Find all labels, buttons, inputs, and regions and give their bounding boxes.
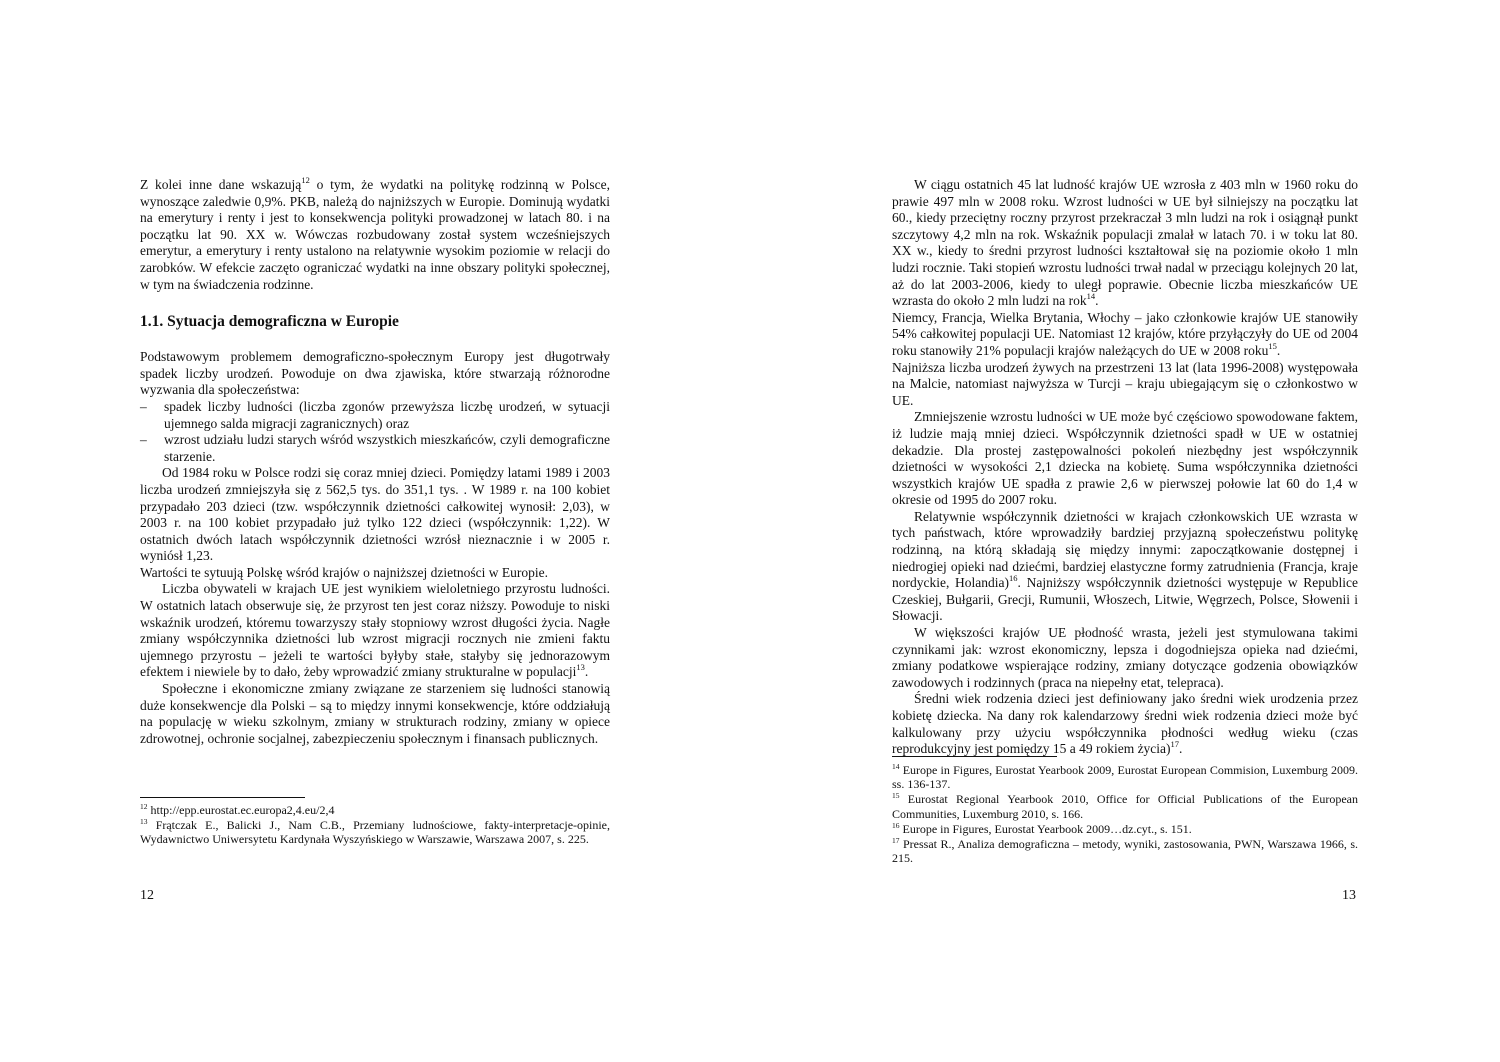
- section-heading: 1.1. Sytuacja demograficzna w Europie: [140, 313, 399, 331]
- footnotes: [892, 763, 1358, 866]
- page-number: 12: [140, 888, 154, 903]
- footnote-ref-15: 15: [1268, 340, 1277, 351]
- paragraph: Od 1984 roku w Polsce rodzi się coraz mniej dzieci. Pomiędzy latami 1989 i 2003 liczba urodzeń zmniejszyła się z 562,5 tys. do 351,1 tys. . W 1989 r. na 100 kobiet przypadało 203 dzieci (tzw. współczynnik dzietności całkowitej wynosił: 2,03), w 2003 r. na 100 kobiet przypadało już tylko 122 dzieci (współczynnik: 1,22). W ostatnich dwóch latach współczynnik dzietności wzrósł nieznacznie i w 2005 r. wyniósł 1,23.: [140, 465, 610, 564]
- paragraph: Zmniejszenie wzrostu ludności w UE może być częściowo spowodowane faktem, iż ludzie mają mniej dzieci. Współczynnik dzietności spadł w UE w ostatniej dekadzie. Dla prostej zastępowalności pokoleń niezbędny jest współczynnik dzietności w wysokości 2,1 dziecka na kobietę. Suma współczynnika dzietności wszystkich krajów UE spadła z prawie 2,6 w pierwszej połowie lat 60 do 1,4 w okresie od 1995 do 2007 roku.: [892, 409, 1358, 508]
- paragraph: Niemcy, Francja, Wielka Brytania, Włochy – jako członkowie krajów UE stanowiły 54% całkowitej populacji UE. Natomiast 12 krajów, które przyłączyły do UE od 2004 roku stanowiły 21% populacji krajów należących do UE w 2008 roku$^{15}$.: [892, 309, 1358, 358]
- list-item: – wzrost udziału ludzi starych wśród wszystkich mieszkańców, czyli demograficzne starzenie.: [140, 432, 610, 465]
- paragraph: W ciągu ostatnich 45 lat ludność krajów UE wzrosła z 403 mln w 1960 roku do prawie 497 mln w 2008 roku. Wzrost ludności w UE był silniejszy na początku lat 60., kiedy przeciętny roczny przyrost przekraczał 3 mln ludzi na rok i osiągnął punkt szczytowy 4,2 mln na rok. Wskaźnik populacji zmalał w latach 70. i w toku lat 80. XX w., kiedy to średni przyrost ludności kształtował się na poziomie około 1 mln ludzi rocznie. Taki stopień wzrostu ludności trwał nadal w przeciągu kolejnych 20 lat, aż do lat 2003-2006, kiedy to uległ poprawie. Obecnie liczba mieszkańców UE wzrasta do około 2 mln ludzi na rok$^{14}$.: [892, 177, 1358, 309]
- list-item: – spadek liczby ludności (liczba zgonów przewyższa liczbę urodzeń, w sytuacji ujemnego salda migracji zagranicznych) oraz: [140, 399, 610, 432]
- footnote: $^{12}$ http://epp.eurostat.ec.europa2,4.eu/2,4: [140, 802, 335, 817]
- right-page-body: [892, 177, 1358, 758]
- left-page-body: [140, 177, 610, 747]
- footnote-ref-16: 16: [1009, 573, 1018, 584]
- footnote: $^{15}$ Eurostat Regional Yearbook 2010, Office for Official Publications of the European Communities, Luxemburg 2010, s. 166.: [892, 791, 1358, 821]
- paragraph: Najniższa liczba urodzeń żywych na przestrzeni 13 lat (lata 1996-2008) występowała na Malcie, natomiast najwyższa w Turcji – kraju ubiegającym się o członkostwo w UE.: [892, 359, 1358, 408]
- footnotes: [140, 803, 610, 848]
- paragraph: W większości krajów UE płodność wrasta, jeżeli jest stymulowana takimi czynnikami jak: wzrost ekonomiczny, lepsza i dogodniejsza opieka nad dziećmi, zmiany podatkowe wspierające rodziny, zmiany dotyczące godzenia obowiązków zawodowych i rodzinnych (praca na niepełny etat, telepraca).: [892, 625, 1358, 690]
- footnote-ref-17: 17: [1170, 739, 1180, 750]
- page-number: 13: [1342, 888, 1356, 903]
- footnote-ref-12: 12: [301, 175, 310, 185]
- paragraph: Społeczne i ekonomiczne zmiany związane ze starzeniem się ludności stanowią duże konsekwencje dla Polski – są to między innymi konsekwencje, które oddziałują na populację w wieku szkolnym, zmiany w strukturach rodziny, zmiany w opiece zdrowotnej, ochronie socjalnej, zabezpieczeniu społecznym i finansach publicznych.: [140, 681, 610, 746]
- footnote-ref-14: 14: [1086, 291, 1096, 302]
- paragraph: Podstawowym problemem demograficzno-społecznym Europy jest długotrwały spadek liczby urodzeń. Powoduje on dwa zjawiska, które stwarzają różnorodne wyzwania dla społeczeństwa:: [140, 349, 610, 398]
- footnote: $^{13}$ Frątczak E., Balicki J., Nam C.B., Przemiany ludnościowe, fakty-interpretacje-opinie, Wydawnictwo Uniwersytetu Kardynała Wyszyńskiego w Warszawie, Warszawa 2007, s. 225.: [140, 817, 611, 847]
- footnote-ref-13: 13: [576, 662, 585, 673]
- footnote: $^{17}$ Pressat R., Analiza demograficzna – metody, wyniki, zastosowania, PWN, Warszawa 1966, s. 215.: [892, 836, 1358, 866]
- footnote-rule: [140, 797, 305, 798]
- paragraph: Liczba obywateli w krajach UE jest wynikiem wieloletniego przyrostu ludności. W ostatnich latach obserwuje się, że przyrost ten jest coraz niższy. Powoduje to niski wskaźnik urodzeń, któremu towarzyszy stały stopniowy wzrost długości życia. Nagłe zmiany współczynnika dzietności lub wzrost migracji rocznych nie zmieni faktu ujemnego przyrostu – jeżeli te wartości byłyby stałe, stałyby się jednorazowym efektem i niewiele by to dało, żeby wprowadzić zmiany strukturalne w populacji$^{13}$.: [140, 581, 610, 680]
- dash-list: [140, 399, 610, 465]
- footnote-rule: [892, 756, 1057, 757]
- paragraph: Średni wiek rodzenia dzieci jest definiowany jako średni wiek urodzenia przez kobietę dziecka. Na dany rok kalendarzowy średni wiek rodzenia dzieci może być kalkulowany przy użyciu współczynnika płodności według wieku (czas reprodukcyjny jest pomiędzy 15 a 49 rokiem życia)$^{17}$.: [892, 691, 1358, 757]
- footnote: $^{16}$ Europe in Figures, Eurostat Yearbook 2009…dz.cyt., s. 151.: [892, 820, 1192, 836]
- intro-paragraph: Z kolei inne dane wskazują$^{12}$ o tym, że wydatki na politykę rodzinną w Polsce, wynoszące zaledwie 0,9%. PKB, należą do najniższych w Europie. Dominują wydatki na emerytury i renty i jest to konsekwencja polityki prowadzonej w latach 80. i na początku lat 90. XX w. Wówczas rozbudowany został system wcześniejszych emerytur, a emerytury i renty ustalono na relatywnie wysokim poziomie w relacji do zarobków. W efekcie zaczęto ograniczać wydatki na inne obszary polityki społecznej, w tym na świadczenia rodzinne.: [140, 175, 610, 292]
- paragraph: Wartości te sytuują Polskę wśród krajów o najniższej dzietności w Europie.: [140, 564, 548, 580]
- right-page: [750, 0, 1500, 1062]
- footnote: $^{14}$ Europe in Figures, Eurostat Yearbook 2009, Eurostat European Commision, Luxemburg 2009. ss. 136-137.: [892, 762, 1358, 792]
- paragraph: Relatywnie współczynnik dzietności w krajach członkowskich UE wzrasta w tych państwach, które wprowadziły bardziej przyjazną społeczeństwu politykę rodzinną, na którą składają się między innymi: zapoczątkowanie dostępnej i niedrogiej opieki nad dziećmi, bardziej elastyczne formy zatrudnienia (Francja, kraje nordyckie, Holandia)$^{16}$. Najniższy współczynnik dzietności występuje w Republice Czeskiej, Bułgarii, Grecji, Rumunii, Włoszech, Litwie, Węgrzech, Polsce, Słowenii i Słowacji.: [892, 508, 1358, 624]
